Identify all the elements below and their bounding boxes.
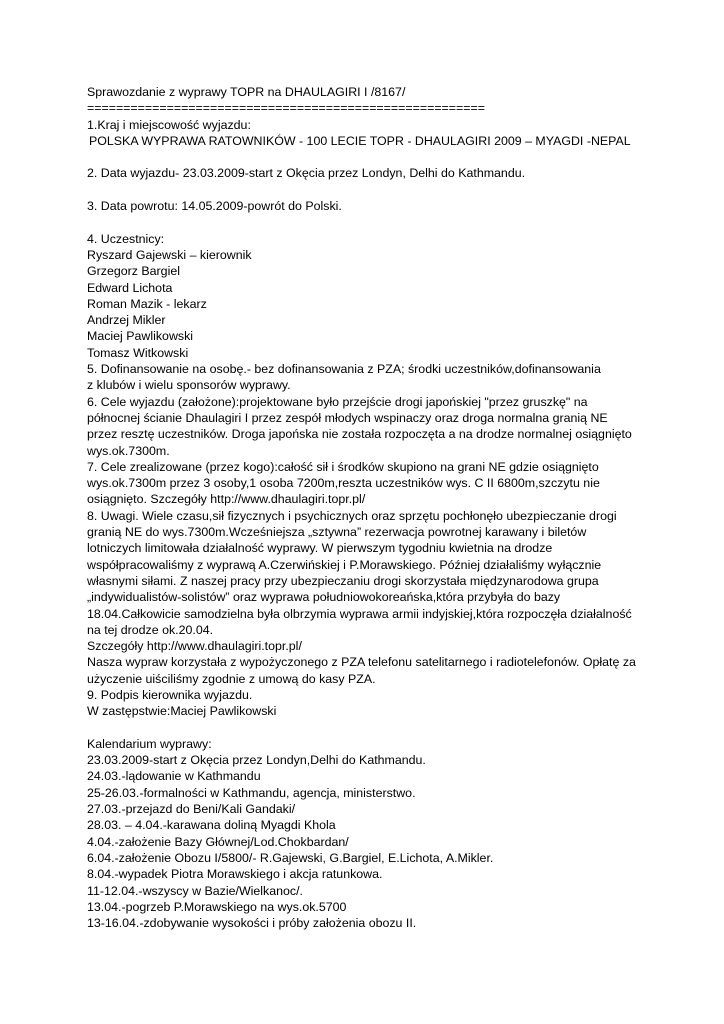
section-8-line: 8. Uwagi. Wiele czasu,sił fizycznych i psychicznych oraz sprzętu pochłonęło ubezpieczanie drogi <box>87 508 617 523</box>
section-8-line: na tej drodze ok.20.04. <box>87 622 214 637</box>
participant-item: Maciej Pawlikowski <box>87 329 194 344</box>
section-8-line: współpracowaliśmy z wyprawą A.Czerwińskiej i P.Morawskiego. Później działaliśmy wyłącznie <box>87 557 602 572</box>
participant-item: Edward Lichota <box>87 280 173 295</box>
section-2-departure-date: 2. Data wyjazdu- 23.03.2009-start z Okęcia przez Londyn, Delhi do Kathmandu. <box>87 166 526 181</box>
section-8-line: „indywidualistów-solistów” oraz wyprawa południowokoreańska,która przybyła do bazy <box>87 590 561 605</box>
calendar-entry: 24.03.-lądowanie w Kathmandu <box>87 769 261 784</box>
calendar-entry: 25-26.03.-formalności w Kathmandu, agencja, ministerstwo. <box>87 785 416 800</box>
section-6-line: wys.ok.7300m. <box>87 443 170 458</box>
participant-item: Grzegorz Bargiel <box>87 264 180 279</box>
calendar-entry: 13.04.-pogrzeb P.Morawskiego na wys.ok.5700 <box>87 899 347 914</box>
section-7-line: 7. Cele zrealizowane (przez kogo):całość sił i środków skupiono na grani NE gdzie osiągnięto <box>87 459 599 474</box>
spacer <box>87 182 707 198</box>
section-5-line: 5. Dofinansowanie na osobę.- bez dofinansowania z PZA; środki uczestników,dofinansowania <box>87 362 601 377</box>
calendar-entry: 6.04.-założenie Obozu I/5800/- R.Gajewski, G.Bargiel, E.Lichota, A.Mikler. <box>87 850 494 865</box>
section-8-line: 18.04.Całkowicie samodzielna była olbrzymia wyprawa armii indyjskiej,która rozpoczęła działalność <box>87 606 632 621</box>
title-separator: ======================================================= <box>87 101 485 116</box>
section-8-line: Szczegóły http://www.dhaulagiri.topr.pl/ <box>87 639 302 654</box>
section-8-line: granią NE do wys.7300m.Wcześniejsza „sztywna” rezerwacja powrotnej karawany i biletów <box>87 525 587 540</box>
calendar-entry: 27.03.-przejazd do Beni/Kali Gandaki/ <box>87 802 296 817</box>
calendar-entry: 4.04.-założenie Bazy Głównej/Lod.Chokbardan/ <box>87 834 349 849</box>
calendar-entry: 13-16.04.-zdobywanie wysokości i próby założenia obozu II. <box>87 916 417 931</box>
section-6-line: północnej ścianie Dhaulagiri I przez zespół młodych wspinaczy oraz droga normalna granią NE <box>87 410 608 425</box>
section-9-label: 9. Podpis kierownika wyjazdu. <box>87 687 253 702</box>
spacer <box>87 720 707 736</box>
section-5-line: z klubów i wielu sponsorów wyprawy. <box>87 378 291 393</box>
section-3-return-date: 3. Data powrotu: 14.05.2009-powrót do Polski. <box>87 199 342 214</box>
section-1-label: 1.Kraj i miejscowość wyjazdu: <box>87 117 251 132</box>
calendar-entry: 28.03. – 4.04.-karawana doliną Myagdi Khola <box>87 818 336 833</box>
participant-item: Roman Mazik - lekarz <box>87 296 207 311</box>
spacer <box>87 214 707 230</box>
section-7-line: wys.ok.7300m przez 3 osoby,1 osoba 7200m,reszta uczestników wys. C II 6800m,szczytu nie <box>87 476 600 491</box>
section-1-value: POLSKA WYPRAWA RATOWNIKÓW - 100 LECIE TOPR - DHAULAGIRI 2009 – MYAGDI -NEPAL <box>89 133 631 148</box>
participant-item: Ryszard Gajewski – kierownik <box>87 247 252 262</box>
participant-item: Tomasz Witkowski <box>87 345 189 360</box>
section-6-line: przez resztę uczestników. Droga japońska nie została rozpoczęta a na drodze normalnej osiągnięto <box>87 427 632 442</box>
calendar-entry: 23.03.2009-start z Okęcia przez Londyn,Delhi do Kathmandu. <box>87 753 426 768</box>
document-body <box>87 84 707 931</box>
section-8-line: Nasza wypraw korzystała z wypożyczonego z PZA telefonu satelitarnego i radiotelefonów. Opłatę za <box>87 655 636 670</box>
section-8-line: użyczenie uiściliśmy zgodnie z umową do kasy PZA. <box>87 671 376 686</box>
section-7-line: osiągnięto. Szczegóły http://www.dhaulagiri.topr.pl/ <box>87 492 366 507</box>
section-8-line: lotniczych limitowała działalność wyprawy. W pierwszym tygodniu kwietnia na drodze <box>87 541 553 556</box>
spacer <box>87 149 707 165</box>
participant-item: Andrzej Mikler <box>87 313 166 328</box>
calendar-label: Kalendarium wyprawy: <box>87 736 212 751</box>
section-9-signature: W zastępstwie:Maciej Pawlikowski <box>87 704 277 719</box>
section-4-label: 4. Uczestnicy: <box>87 231 165 246</box>
section-8-line: własnymi siłami. Z naszej pracy przy ubezpieczaniu drogi skorzystała międzynarodowa grupa <box>87 573 599 588</box>
section-6-line: 6. Cele wyjazdu (założone):projektowane było przejście drogi japońskiej "przez gruszkę" na <box>87 394 588 409</box>
calendar-entry: 8.04.-wypadek Piotra Morawskiego i akcja ratunkowa. <box>87 867 383 882</box>
report-title: Sprawozdanie z wyprawy TOPR na DHAULAGIRI I /8167/ <box>87 85 406 99</box>
calendar-entry: 11-12.04.-wszyscy w Bazie/Wielkanoc/. <box>87 883 303 898</box>
